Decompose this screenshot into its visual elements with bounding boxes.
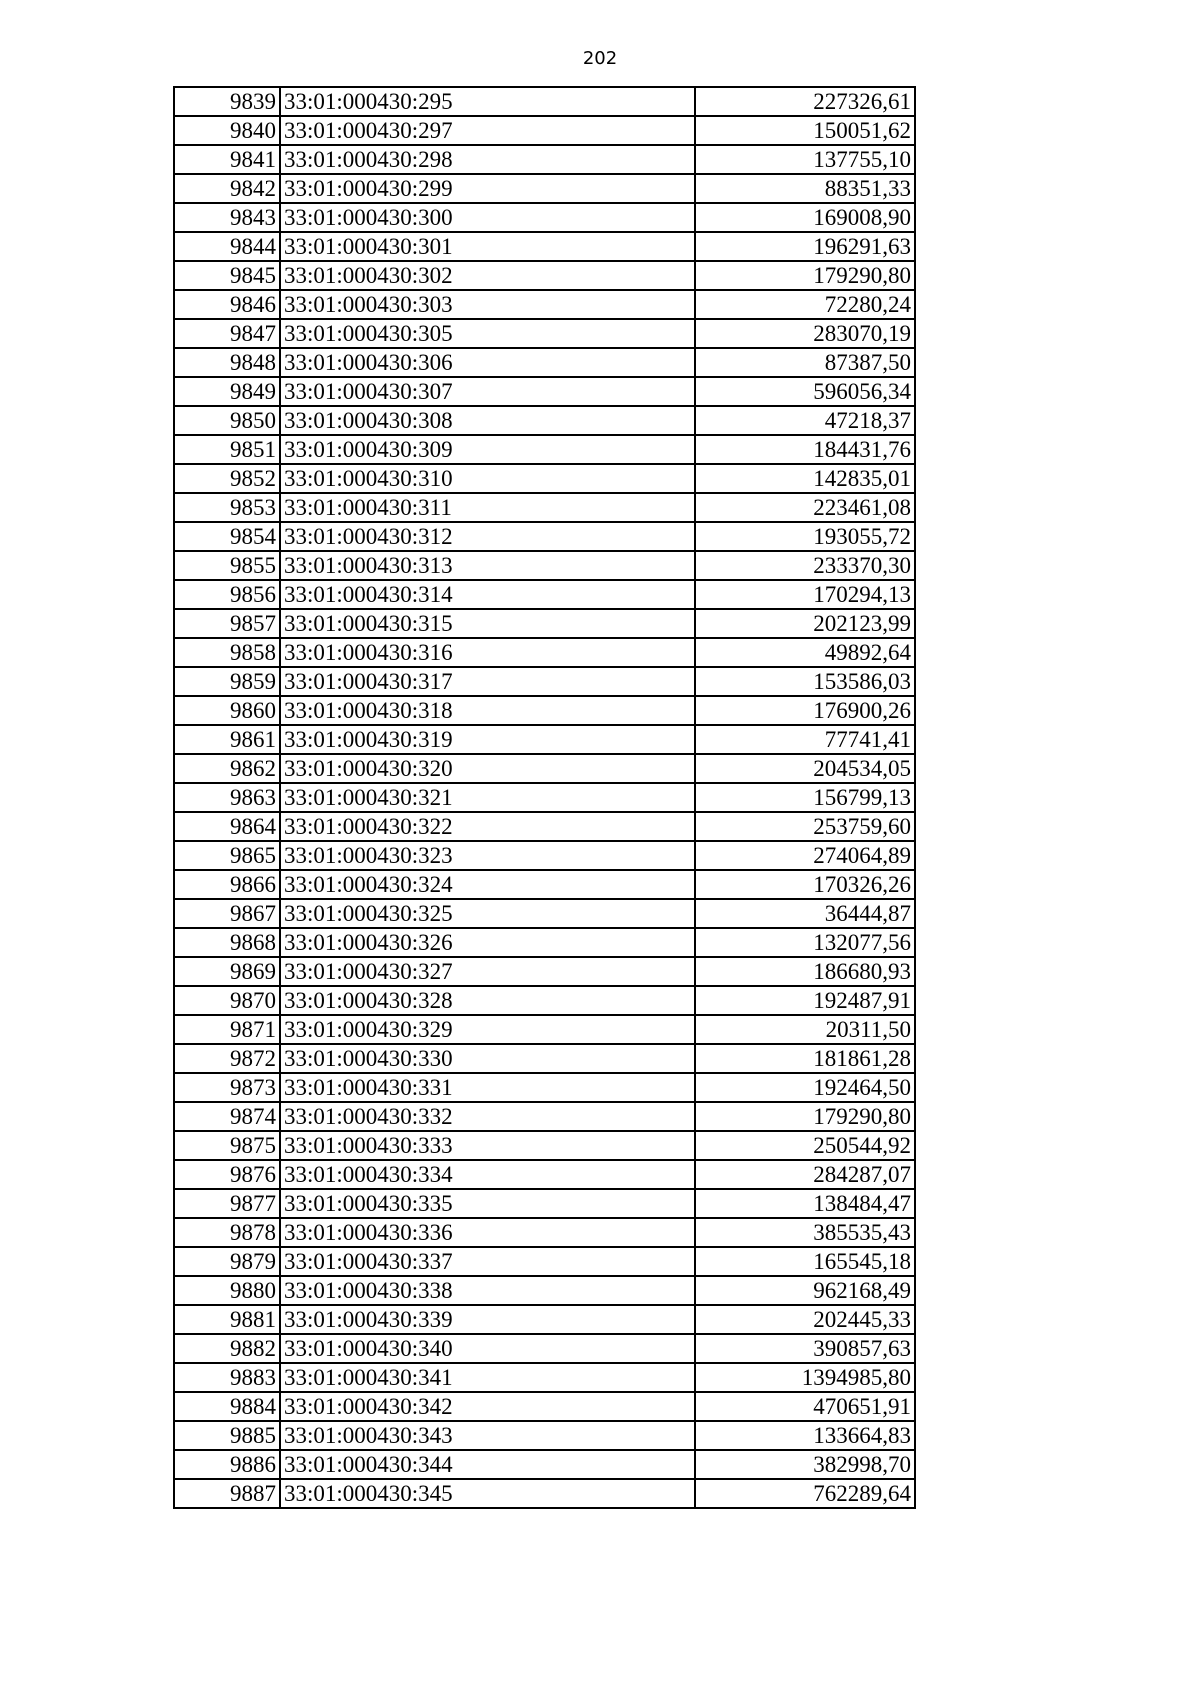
cadastral-number-cell: 33:01:000430:341 xyxy=(280,1363,695,1392)
row-number-cell: 9845 xyxy=(174,261,280,290)
table-row xyxy=(174,551,915,580)
table-row xyxy=(174,1160,915,1189)
cadastral-value-cell: 284287,07 xyxy=(695,1160,915,1189)
cadastral-number-cell: 33:01:000430:338 xyxy=(280,1276,695,1305)
cadastral-value-cell: 470651,91 xyxy=(695,1392,915,1421)
row-number-cell: 9876 xyxy=(174,1160,280,1189)
row-number-cell: 9868 xyxy=(174,928,280,957)
cadastral-value-cell: 153586,03 xyxy=(695,667,915,696)
cadastral-value-cell: 196291,63 xyxy=(695,232,915,261)
cadastral-value-cell: 150051,62 xyxy=(695,116,915,145)
row-number-cell: 9856 xyxy=(174,580,280,609)
cadastral-value-cell: 1394985,80 xyxy=(695,1363,915,1392)
row-number-cell: 9853 xyxy=(174,493,280,522)
cadastral-number-cell: 33:01:000430:305 xyxy=(280,319,695,348)
row-number-cell: 9872 xyxy=(174,1044,280,1073)
table-row xyxy=(174,928,915,957)
table-row xyxy=(174,783,915,812)
row-number-cell: 9883 xyxy=(174,1363,280,1392)
row-number-cell: 9854 xyxy=(174,522,280,551)
cadastral-value-cell: 179290,80 xyxy=(695,261,915,290)
row-number-cell: 9844 xyxy=(174,232,280,261)
cadastral-number-cell: 33:01:000430:307 xyxy=(280,377,695,406)
row-number-cell: 9846 xyxy=(174,290,280,319)
cadastral-number-cell: 33:01:000430:323 xyxy=(280,841,695,870)
cadastral-value-cell: 596056,34 xyxy=(695,377,915,406)
cadastral-value-cell: 962168,49 xyxy=(695,1276,915,1305)
table-row xyxy=(174,1131,915,1160)
cadastral-number-cell: 33:01:000430:315 xyxy=(280,609,695,638)
cadastral-number-cell: 33:01:000430:326 xyxy=(280,928,695,957)
cadastral-number-cell: 33:01:000430:317 xyxy=(280,667,695,696)
row-number-cell: 9843 xyxy=(174,203,280,232)
cadastral-value-cell: 87387,50 xyxy=(695,348,915,377)
cadastral-number-cell: 33:01:000430:310 xyxy=(280,464,695,493)
table-row xyxy=(174,348,915,377)
cadastral-number-cell: 33:01:000430:295 xyxy=(280,87,695,116)
cadastral-value-cell: 233370,30 xyxy=(695,551,915,580)
row-number-cell: 9880 xyxy=(174,1276,280,1305)
cadastral-value-cell: 88351,33 xyxy=(695,174,915,203)
cadastral-value-cell: 382998,70 xyxy=(695,1450,915,1479)
cadastral-value-cell: 133664,83 xyxy=(695,1421,915,1450)
table-row xyxy=(174,261,915,290)
row-number-cell: 9874 xyxy=(174,1102,280,1131)
row-number-cell: 9882 xyxy=(174,1334,280,1363)
cadastral-number-cell: 33:01:000430:324 xyxy=(280,870,695,899)
cadastral-number-cell: 33:01:000430:334 xyxy=(280,1160,695,1189)
table-row xyxy=(174,609,915,638)
cadastral-value-cell: 138484,47 xyxy=(695,1189,915,1218)
cadastral-number-cell: 33:01:000430:333 xyxy=(280,1131,695,1160)
row-number-cell: 9869 xyxy=(174,957,280,986)
table-row xyxy=(174,435,915,464)
cadastral-number-cell: 33:01:000430:328 xyxy=(280,986,695,1015)
row-number-cell: 9887 xyxy=(174,1479,280,1508)
cadastral-number-cell: 33:01:000430:336 xyxy=(280,1218,695,1247)
table-row xyxy=(174,174,915,203)
cadastral-value-cell: 274064,89 xyxy=(695,841,915,870)
table-row xyxy=(174,1450,915,1479)
table-row xyxy=(174,232,915,261)
row-number-cell: 9842 xyxy=(174,174,280,203)
cadastral-value-cell: 283070,19 xyxy=(695,319,915,348)
cadastral-value-cell: 227326,61 xyxy=(695,87,915,116)
row-number-cell: 9875 xyxy=(174,1131,280,1160)
row-number-cell: 9852 xyxy=(174,464,280,493)
row-number-cell: 9859 xyxy=(174,667,280,696)
row-number-cell: 9866 xyxy=(174,870,280,899)
table-row xyxy=(174,1218,915,1247)
table-row xyxy=(174,1421,915,1450)
table-row xyxy=(174,986,915,1015)
table-row xyxy=(174,1276,915,1305)
cadastral-value-cell: 186680,93 xyxy=(695,957,915,986)
cadastral-number-cell: 33:01:000430:311 xyxy=(280,493,695,522)
cadastral-value-cell: 202123,99 xyxy=(695,609,915,638)
cadastral-number-cell: 33:01:000430:309 xyxy=(280,435,695,464)
row-number-cell: 9858 xyxy=(174,638,280,667)
row-number-cell: 9862 xyxy=(174,754,280,783)
cadastral-number-cell: 33:01:000430:298 xyxy=(280,145,695,174)
cadastral-value-cell: 156799,13 xyxy=(695,783,915,812)
cadastral-value-cell: 184431,76 xyxy=(695,435,915,464)
row-number-cell: 9870 xyxy=(174,986,280,1015)
cadastral-value-cell: 390857,63 xyxy=(695,1334,915,1363)
cadastral-number-cell: 33:01:000430:344 xyxy=(280,1450,695,1479)
cadastral-number-cell: 33:01:000430:331 xyxy=(280,1073,695,1102)
row-number-cell: 9871 xyxy=(174,1015,280,1044)
cadastral-number-cell: 33:01:000430:308 xyxy=(280,406,695,435)
cadastral-number-cell: 33:01:000430:320 xyxy=(280,754,695,783)
cadastral-number-cell: 33:01:000430:337 xyxy=(280,1247,695,1276)
cadastral-value-cell: 253759,60 xyxy=(695,812,915,841)
cadastral-number-cell: 33:01:000430:313 xyxy=(280,551,695,580)
cadastral-value-cell: 250544,92 xyxy=(695,1131,915,1160)
row-number-cell: 9861 xyxy=(174,725,280,754)
cadastral-value-cell: 192464,50 xyxy=(695,1073,915,1102)
table-row xyxy=(174,725,915,754)
table-row xyxy=(174,870,915,899)
cadastral-value-cell: 170326,26 xyxy=(695,870,915,899)
table-row xyxy=(174,638,915,667)
cadastral-number-cell: 33:01:000430:316 xyxy=(280,638,695,667)
row-number-cell: 9865 xyxy=(174,841,280,870)
row-number-cell: 9857 xyxy=(174,609,280,638)
row-number-cell: 9867 xyxy=(174,899,280,928)
table-row xyxy=(174,580,915,609)
row-number-cell: 9886 xyxy=(174,1450,280,1479)
row-number-cell: 9839 xyxy=(174,87,280,116)
row-number-cell: 9878 xyxy=(174,1218,280,1247)
table-body xyxy=(174,87,915,1508)
cadastral-value-cell: 176900,26 xyxy=(695,696,915,725)
cadastral-value-cell: 762289,64 xyxy=(695,1479,915,1508)
cadastral-number-cell: 33:01:000430:330 xyxy=(280,1044,695,1073)
table-row xyxy=(174,493,915,522)
table-row xyxy=(174,87,915,116)
cadastral-value-cell: 179290,80 xyxy=(695,1102,915,1131)
table-row xyxy=(174,1479,915,1508)
table-row xyxy=(174,696,915,725)
cadastral-number-cell: 33:01:000430:297 xyxy=(280,116,695,145)
cadastral-value-cell: 192487,91 xyxy=(695,986,915,1015)
row-number-cell: 9841 xyxy=(174,145,280,174)
cadastral-number-cell: 33:01:000430:325 xyxy=(280,899,695,928)
row-number-cell: 9860 xyxy=(174,696,280,725)
table-row xyxy=(174,1189,915,1218)
cadastral-number-cell: 33:01:000430:319 xyxy=(280,725,695,754)
row-number-cell: 9885 xyxy=(174,1421,280,1450)
table-row xyxy=(174,1305,915,1334)
table-row xyxy=(174,841,915,870)
row-number-cell: 9849 xyxy=(174,377,280,406)
cadastral-value-cell: 202445,33 xyxy=(695,1305,915,1334)
cadastral-number-cell: 33:01:000430:329 xyxy=(280,1015,695,1044)
row-number-cell: 9850 xyxy=(174,406,280,435)
row-number-cell: 9848 xyxy=(174,348,280,377)
cadastral-value-cell: 72280,24 xyxy=(695,290,915,319)
cadastral-number-cell: 33:01:000430:327 xyxy=(280,957,695,986)
row-number-cell: 9884 xyxy=(174,1392,280,1421)
cadastral-number-cell: 33:01:000430:306 xyxy=(280,348,695,377)
table-row xyxy=(174,1102,915,1131)
table-row xyxy=(174,1044,915,1073)
table-row xyxy=(174,1015,915,1044)
cadastral-number-cell: 33:01:000430:314 xyxy=(280,580,695,609)
cadastral-number-cell: 33:01:000430:302 xyxy=(280,261,695,290)
cadastral-number-cell: 33:01:000430:299 xyxy=(280,174,695,203)
row-number-cell: 9881 xyxy=(174,1305,280,1334)
row-number-cell: 9855 xyxy=(174,551,280,580)
cadastral-number-cell: 33:01:000430:342 xyxy=(280,1392,695,1421)
cadastral-number-cell: 33:01:000430:321 xyxy=(280,783,695,812)
cadastral-value-cell: 49892,64 xyxy=(695,638,915,667)
cadastral-number-cell: 33:01:000430:301 xyxy=(280,232,695,261)
row-number-cell: 9851 xyxy=(174,435,280,464)
cadastral-value-cell: 204534,05 xyxy=(695,754,915,783)
cadastral-number-cell: 33:01:000430:300 xyxy=(280,203,695,232)
table-row xyxy=(174,1247,915,1276)
table-row xyxy=(174,522,915,551)
table-row xyxy=(174,1073,915,1102)
table-row xyxy=(174,290,915,319)
row-number-cell: 9840 xyxy=(174,116,280,145)
table-row xyxy=(174,406,915,435)
row-number-cell: 9864 xyxy=(174,812,280,841)
cadastral-number-cell: 33:01:000430:335 xyxy=(280,1189,695,1218)
cadastral-number-cell: 33:01:000430:322 xyxy=(280,812,695,841)
table-row xyxy=(174,1363,915,1392)
cadastral-value-cell: 137755,10 xyxy=(695,145,915,174)
table-row xyxy=(174,203,915,232)
cadastral-number-cell: 33:01:000430:303 xyxy=(280,290,695,319)
table-row xyxy=(174,464,915,493)
cadastral-value-cell: 36444,87 xyxy=(695,899,915,928)
cadastral-value-cell: 193055,72 xyxy=(695,522,915,551)
cadastral-number-cell: 33:01:000430:340 xyxy=(280,1334,695,1363)
cadastral-number-cell: 33:01:000430:318 xyxy=(280,696,695,725)
cadastral-value-cell: 385535,43 xyxy=(695,1218,915,1247)
cadastral-number-cell: 33:01:000430:332 xyxy=(280,1102,695,1131)
row-number-cell: 9847 xyxy=(174,319,280,348)
table-row xyxy=(174,957,915,986)
cadastral-value-cell: 165545,18 xyxy=(695,1247,915,1276)
cadastral-value-cell: 132077,56 xyxy=(695,928,915,957)
cadastral-value-table xyxy=(173,86,916,1509)
table-row xyxy=(174,754,915,783)
row-number-cell: 9873 xyxy=(174,1073,280,1102)
cadastral-number-cell: 33:01:000430:312 xyxy=(280,522,695,551)
table-row xyxy=(174,1334,915,1363)
cadastral-value-cell: 20311,50 xyxy=(695,1015,915,1044)
table-row xyxy=(174,1392,915,1421)
table-row xyxy=(174,667,915,696)
row-number-cell: 9877 xyxy=(174,1189,280,1218)
table-row xyxy=(174,899,915,928)
cadastral-value-cell: 169008,90 xyxy=(695,203,915,232)
page-number: 202 xyxy=(582,48,618,69)
row-number-cell: 9879 xyxy=(174,1247,280,1276)
table-row xyxy=(174,377,915,406)
cadastral-value-cell: 170294,13 xyxy=(695,580,915,609)
cadastral-value-cell: 47218,37 xyxy=(695,406,915,435)
cadastral-value-cell: 77741,41 xyxy=(695,725,915,754)
cadastral-number-cell: 33:01:000430:345 xyxy=(280,1479,695,1508)
table-row xyxy=(174,812,915,841)
table-row xyxy=(174,319,915,348)
table-row xyxy=(174,145,915,174)
cadastral-number-cell: 33:01:000430:343 xyxy=(280,1421,695,1450)
cadastral-number-cell: 33:01:000430:339 xyxy=(280,1305,695,1334)
cadastral-value-cell: 223461,08 xyxy=(695,493,915,522)
row-number-cell: 9863 xyxy=(174,783,280,812)
cadastral-value-cell: 181861,28 xyxy=(695,1044,915,1073)
table-row xyxy=(174,116,915,145)
cadastral-value-cell: 142835,01 xyxy=(695,464,915,493)
